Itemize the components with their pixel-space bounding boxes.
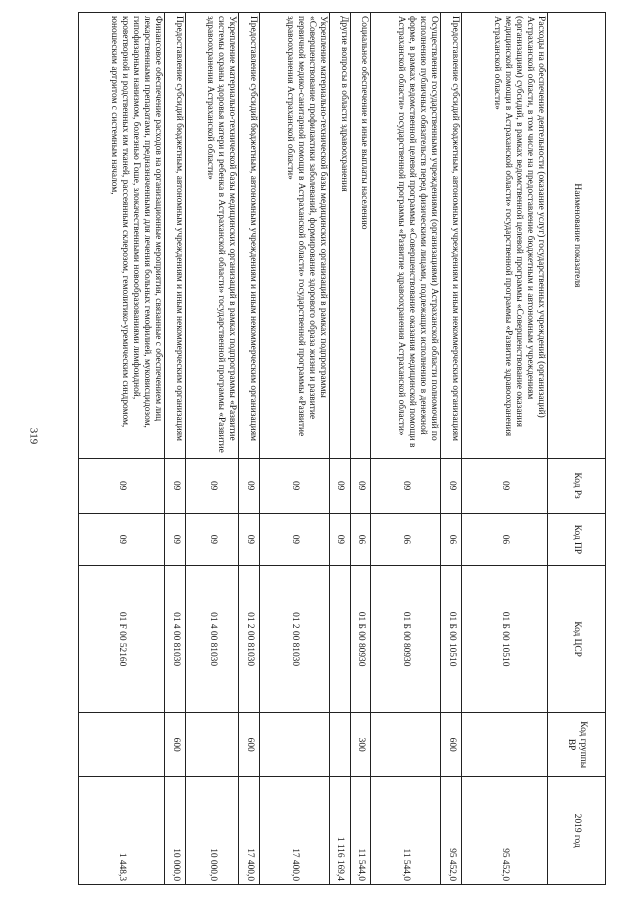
row-csr: 01 Б 00 10510 (441, 566, 462, 713)
row-pr: 06 (371, 513, 441, 566)
page-number: 319 (27, 427, 40, 445)
table-row (79, 13, 165, 885)
row-vr: 600 (165, 712, 186, 777)
row-rz: 09 (461, 458, 547, 513)
row-name: Укрепление материально-технической базы медицинских организаций в рамках подпрограммы «Совершенствование профилактики заболеваний, формирование здорового образа жизни и развитие первичной медико-санитарной помощи в Астраханской области» государственной программы «Развитие здравоохранения Астраханской области» (260, 13, 330, 459)
row-pr: 09 (260, 513, 330, 566)
row-name: Расходы на обеспечение деятельности (оказание услуг) государственных учреждений (организаций) Астраханской области, в том числе на предоставление бюджетным и автономным учреждениям (организациям) субсидий, в рамках ведомственной целевой программы «Совершенствование оказания медицинской помощи в Астраханской области» государственной программы «Развитие здравоохранения Астраханской области» (461, 13, 547, 459)
row-vr (329, 712, 350, 777)
header-pr: Код ПР (548, 513, 606, 566)
row-vr (371, 712, 441, 777)
row-vr: 600 (441, 712, 462, 777)
row-name: Укрепление материально-технической базы медицинских организаций в рамках подпрограммы «Развитие системы охраны здоровья матери и ребенка в Астраханской области» государственной программы «Развитие здравоохранения Астраханской области» (185, 13, 238, 459)
row-name: Другие вопросы в области здравоохранения (329, 13, 350, 459)
row-rz: 09 (350, 458, 371, 513)
budget-table (78, 12, 606, 885)
row-2019: 10 000,0 (185, 777, 238, 885)
row-2019: 11 544,0 (371, 777, 441, 885)
table-row (371, 13, 441, 885)
table-row (441, 13, 462, 885)
row-rz: 09 (79, 458, 165, 513)
row-rz: 09 (371, 458, 441, 513)
row-2019: 17 400,0 (239, 777, 260, 885)
row-csr (329, 566, 350, 713)
row-rz: 09 (239, 458, 260, 513)
row-2019: 10 000,0 (165, 777, 186, 885)
row-csr: 01 4 00 81030 (165, 566, 186, 713)
table-row (185, 13, 238, 885)
header-vr: Код группы ВР (548, 712, 606, 777)
row-pr: 09 (79, 513, 165, 566)
row-name: Осуществление государственными учреждениями (организациями) Астраханской области полномочий по исполнению публичных обязательств перед физическими лицами, подлежащих исполнению в денежной форме, в рамках ведомственной целевой программы «Совершенствование оказания медицинской помощи в Астраханской области» государственной программы «Развитие здравоохранения Астраханской области» (371, 13, 441, 459)
row-pr: 09 (239, 513, 260, 566)
row-rz: 09 (329, 458, 350, 513)
header-rz: Код Рз (548, 458, 606, 513)
row-pr: 06 (461, 513, 547, 566)
row-name: Предоставление субсидий бюджетным, автономным учреждениям и иным некоммерческим организациям (239, 13, 260, 459)
row-vr (185, 712, 238, 777)
row-vr: 300 (350, 712, 371, 777)
row-2019: 1 116 169,4 (329, 777, 350, 885)
row-rz: 09 (441, 458, 462, 513)
row-name: Предоставление субсидий бюджетным, автономным учреждениям и иным некоммерческим организациям (441, 13, 462, 459)
row-pr: 09 (165, 513, 186, 566)
row-2019: 11 544,0 (350, 777, 371, 885)
table-row (461, 13, 547, 885)
row-pr: 09 (185, 513, 238, 566)
header-year: 2019 год (548, 777, 606, 885)
header-csr: Код ЦСР (548, 566, 606, 713)
row-rz: 09 (260, 458, 330, 513)
header-name: Наименование показателя (548, 13, 606, 459)
table-row (329, 13, 350, 885)
table-row (260, 13, 330, 885)
table-row (165, 13, 186, 885)
row-csr: 01 4 00 81030 (185, 566, 238, 713)
table-row (239, 13, 260, 885)
row-rz: 09 (185, 458, 238, 513)
row-name: Финансовое обеспечение расходов на организационные мероприятия, связанные с обеспечением лиц лекарственными препаратами, предназначенными для лечения больных гемофилией, муковисцидозом, гипофизарным нанизмом, болезнью Гоше, злокачественными новообразованиями лимфоидной, кроветворной и родственных им тканей, рассеянным склерозом, гемолитико-уремическим синдромом, юношеским артритом с системным началом, (79, 13, 165, 459)
row-vr (461, 712, 547, 777)
row-csr: 01 2 00 81030 (260, 566, 330, 713)
row-2019: 1 448,3 (79, 777, 165, 885)
row-2019: 95 452,0 (461, 777, 547, 885)
row-csr: 01 Б 00 80930 (350, 566, 371, 713)
row-csr: 01 Б 00 10510 (461, 566, 547, 713)
row-vr: 600 (239, 712, 260, 777)
row-vr (260, 712, 330, 777)
row-csr: 01 Б 00 80930 (371, 566, 441, 713)
row-rz: 09 (165, 458, 186, 513)
row-csr: 01 2 00 81030 (239, 566, 260, 713)
table-row (350, 13, 371, 885)
row-name: Социальное обеспечение и иные выплаты населению (350, 13, 371, 459)
budget-table-container (78, 12, 606, 885)
row-pr: 06 (350, 513, 371, 566)
row-2019: 95 452,0 (441, 777, 462, 885)
row-pr: 06 (441, 513, 462, 566)
row-csr: 01 F 00 52160 (79, 566, 165, 713)
row-vr (79, 712, 165, 777)
row-2019: 17 400,0 (260, 777, 330, 885)
header-row (548, 13, 606, 885)
row-name: Предоставление субсидий бюджетным, автономным учреждениям и иным некоммерческим организациям (165, 13, 186, 459)
row-pr: 09 (329, 513, 350, 566)
